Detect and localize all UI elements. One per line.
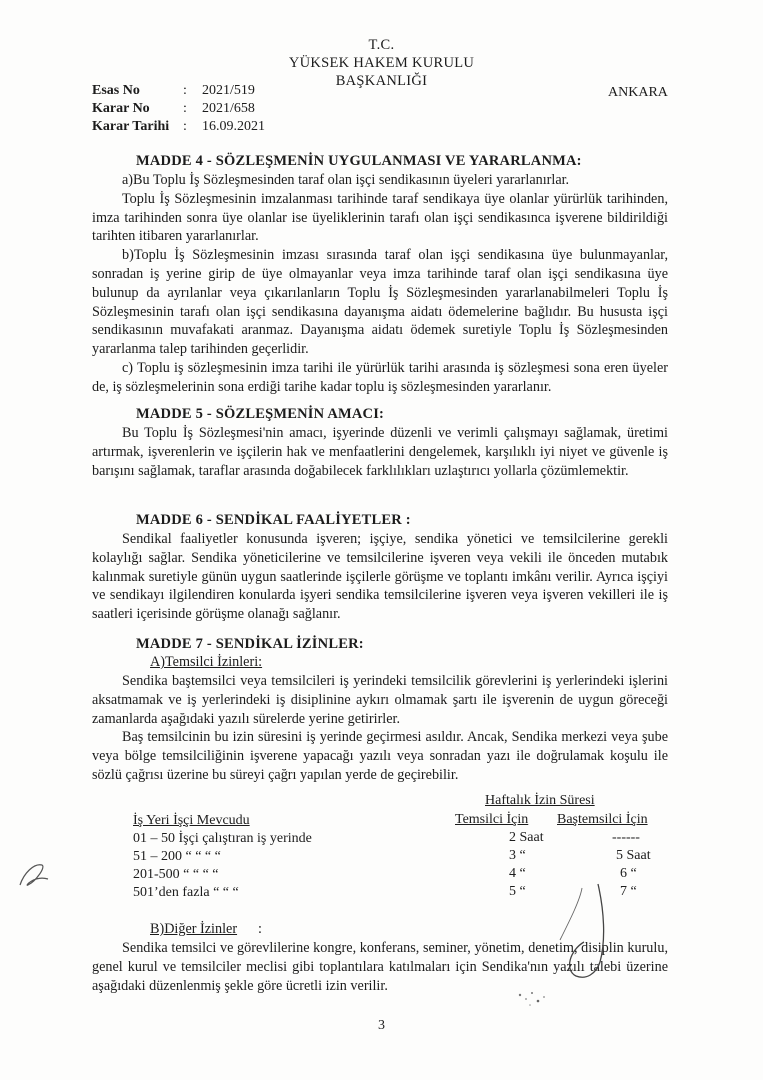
table-row-bastemsilci: ------ [612,830,640,845]
madde5-body [92,424,668,480]
madde4-paragraph-a: a)Bu Toplu İş Sözleşmesinden taraf olan işçi sendikasının üyeleri yararlanırlar. [122,172,570,188]
madde4-title: MADDE 4 - SÖZLEŞMENİN UYGULANMASI VE YARARLANMA: [136,153,582,169]
madde7-subtitle-a: A)Temsilci İzinleri: [150,654,263,670]
madde4-body [92,171,668,397]
esas-colon: : [183,83,187,98]
madde4-paragraph-2: Toplu İş Sözleşmesinin imzalanması tarihinde taraf sendikaya üye olanlar yürürlük tarihinden, imza tarihinden sonra üye olanlar ise üyeliklerinin tarafı olan işçi sendikasınca işverene bildirildiği tarihten itibaren yararlanırlar. [92,190,668,245]
madde7-subtitle-b-colon: : [258,921,262,937]
madde6-body [92,530,668,624]
madde5-title: MADDE 5 - SÖZLEŞMENİN AMACI: [136,406,385,422]
tarih-value: 16.09.2021 [202,119,265,134]
tarih-label: Karar Tarihi [92,119,170,134]
table-row-temsilci: 3 “ [509,848,526,863]
stamp-speckle [500,985,560,1015]
madde6-title: MADDE 6 - SENDİKAL FAALİYETLER : [136,512,411,528]
table-row-temsilci: 5 “ [509,884,526,899]
table-row-label: 01 – 50 İşçi çalıştıran iş yerinde [133,831,312,846]
table-row-bastemsilci: 7 “ [620,884,637,899]
header-tc: T.C. [368,37,395,53]
margin-initial-mark [14,855,54,895]
madde4-paragraph-c: c) Toplu iş sözleşmesinin imza tarihi ile yürürlük tarihi arasında iş sözleşmesi sona eren üyeler de, iş sözleşmelerinin sona erdiği tarihe kadar toplu iş sözleşmesinden yararlanır. [92,359,668,395]
table-row-bastemsilci: 5 Saat [616,848,651,863]
madde5-paragraph: Bu Toplu İş Sözleşmesi'nin amacı, işyerinde düzenli ve verimli çalışmayı sağlamak, üretimi artırmak, işverenlerin ve işçilerin hak ve menfaatlerini dengelemek, karşılıklı iyi niyet ve güvenle iş barışını sağlamak, taraflar arasında doğabilecek farklılıkları uzlaştırıcı yollarla çözümlemektir. [92,425,668,479]
signature-mark [540,880,620,990]
page-number: 3 [378,1018,385,1033]
table-col-temsilci: Temsilci İçin [455,812,529,827]
madde4-paragraph-b: b)Toplu İş Sözleşmesinin imzası sırasında taraf olan işçi sendikasına üye bulunmayanlar, sonradan iş yerine girip de üye olmayanlar veya imza tarihinde taraf olan işçi sendikasına üye bulunup da ayrılanlar veya çıkarılanların Toplu İş Sözleşmesinden yararlanabilmeleri Toplu İş Sözleşmesinin tarafı olan işçi sendikasına dayanışma aidatı ödemelerine bağlıdır. Bu hususta işçi sendikasının muvafakati aranmaz. Dayanışma aidatı ödemek suretiyle Toplu İş Sözleşmesinden yararlanma talep tarihinden geçerlidir. [92,247,668,358]
madde6-paragraph: Sendikal faaliyetler konusunda işveren; işçiye, sendika yönetici ve temsilcilerine gerekli kolaylığı sağlar. Sendika yöneticilerine ve temsilcilerine işveren veya vekili ile önceden mutabık kalınmak suretiyle günün uygun saatlerinde işçilerle görüşme ve toplantı imkânı verilir. Ayrıca işçiyi ve sendikayı ilgilendiren konularda işyeri sendika temsilcilerine işveren veya işveren vekilleri ile iş saatleri içerisinde görüşme olanağı sağlanır. [92,531,668,623]
table-col-bastemsilci: Baştemsilci İçin [557,812,648,827]
madde7-body-a [92,672,668,785]
table-row-label: 201-500 “ “ “ “ [133,867,219,882]
header-presidency: BAŞKANLIĞI [335,73,428,89]
karar-colon: : [183,101,187,116]
madde7-paragraph-1: Sendika baştemsilci veya temsilcileri iş yerindeki temsilcilik görevlerini iş yerlerindeki işlerini aksatmamak ve iş yerlerindeki iş disiplinine aykırı olmamak şartı ile işverenin de uygun göreceği zamanlarda aşağıdaki yazılı sürelerde yerine getirirler. [92,673,668,727]
karar-label: Karar No [92,101,150,116]
karar-value: 2021/658 [202,101,255,116]
madde7-subtitle-b: B)Diğer İzinler [150,921,238,937]
madde7-paragraph-2: Baş temsilcinin bu izin süresini iş yerinde geçirmesi asıldır. Ancak, Sendika merkezi veya şube veya bölge temsilciliğinin işverene yapacağı yazılı veya sonradan yazı ile doğrulamak koşulu ile sözlü çağrısı üzerine bu süreyi çağrı yapılan yerde de geçirebilir. [92,729,668,783]
esas-value: 2021/519 [202,83,255,98]
table-row-label: 51 – 200 “ “ “ “ [133,849,221,864]
table-col-isyeri: İş Yeri İşçi Mevcudu [133,813,250,828]
table-row-temsilci: 2 Saat [509,830,544,845]
table-group-header: Haftalık İzin Süresi [485,793,595,808]
table-row-label: 501’den fazla “ “ “ [133,885,239,900]
header-institution: YÜKSEK HAKEM KURULU [288,55,475,71]
madde7-paragraph-3: Sendika temsilci ve görevlilerine kongre, konferans, seminer, yönetim, denetim, disiplin kurulu, genel kurul ve temsilciler meclisi gibi toplantılara katılmaları için Sendika'nın yazılı talebi üzerine aşağıdaki düzenlenmiş şekle göre ücretli izin verilir. [92,940,668,994]
table-row-temsilci: 4 “ [509,866,526,881]
tarih-colon: : [183,119,187,134]
table-row-bastemsilci: 6 “ [620,866,637,881]
madde7-title: MADDE 7 - SENDİKAL İZİNLER: [136,636,364,652]
city: ANKARA [608,85,668,100]
esas-label: Esas No [92,83,140,98]
